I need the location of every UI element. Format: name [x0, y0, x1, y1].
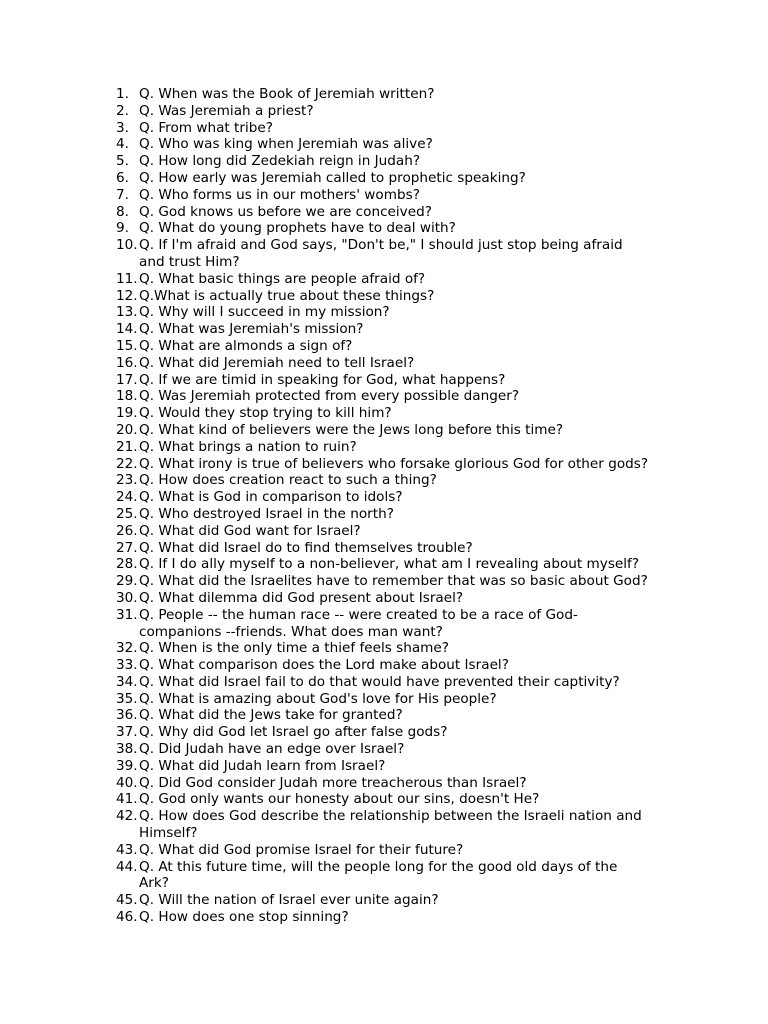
question-item [116, 456, 676, 473]
question-text [139, 707, 676, 724]
question-item [116, 556, 676, 573]
question-number: 45. [116, 892, 138, 909]
question-text-line: Q. Why did God let Israel go after false gods? [139, 724, 448, 741]
question-number: 29. [116, 573, 138, 590]
question-item [116, 674, 676, 691]
question-text-line: Q. If I do ally myself to a non-believer, what am I revealing about myself? [139, 556, 640, 573]
question-number: 34. [116, 673, 138, 690]
question-item [116, 338, 676, 355]
question-number: 31. [116, 606, 138, 623]
question-text [139, 674, 676, 691]
question-number: 17. [116, 371, 138, 388]
question-number: 22. [116, 455, 138, 472]
question-text [139, 103, 676, 120]
question-item [116, 892, 676, 909]
question-number: 9. [116, 220, 129, 237]
question-item [116, 523, 676, 540]
question-item [116, 506, 676, 523]
question-text [139, 741, 676, 758]
question-text-line: Q. God knows us before we are conceived? [139, 203, 432, 220]
question-item [116, 439, 676, 456]
question-text [139, 691, 676, 708]
question-item [116, 271, 676, 288]
question-item [116, 153, 676, 170]
question-number: 24. [116, 489, 138, 506]
question-text [139, 724, 676, 741]
question-text-line: Q. What irony is true of believers who forsake glorious God for other gods? [139, 455, 649, 472]
question-text [139, 288, 676, 305]
question-item [116, 657, 676, 674]
question-number: 37. [116, 724, 138, 741]
question-number: 7. [116, 186, 129, 203]
question-text-line: Q. What did Judah learn from Israel? [139, 757, 386, 774]
question-number: 20. [116, 421, 138, 438]
question-text [139, 422, 676, 439]
question-text [139, 136, 676, 153]
question-text-line: Q. How does one stop sinning? [139, 909, 349, 926]
question-number: 5. [116, 153, 129, 170]
question-number: 28. [116, 556, 138, 573]
question-number: 35. [116, 690, 138, 707]
question-text [139, 372, 676, 389]
question-number: 41. [116, 791, 138, 808]
question-item [116, 187, 676, 204]
question-text-line: Q. If we are timid in speaking for God, what happens? [139, 371, 506, 388]
question-text [139, 170, 676, 187]
question-item [116, 758, 676, 775]
question-text [139, 607, 676, 641]
question-text-line: Q. What brings a nation to ruin? [139, 438, 357, 455]
question-text-line: Q. When is the only time a thief feels shame? [139, 640, 450, 657]
question-text-line: Q. What kind of believers were the Jews long before this time? [139, 421, 564, 438]
question-number: 16. [116, 354, 138, 371]
question-item [116, 103, 676, 120]
question-item [116, 791, 676, 808]
question-text [139, 640, 676, 657]
question-text [139, 523, 676, 540]
question-number: 8. [116, 203, 129, 220]
question-text [139, 204, 676, 221]
question-text-line: Q. Was Jeremiah a priest? [139, 102, 314, 119]
question-text [139, 456, 676, 473]
question-number: 12. [116, 287, 138, 304]
question-item [116, 170, 676, 187]
question-text-line: Q. Did God consider Judah more treacherous than Israel? [139, 774, 527, 791]
question-text-line: Q. Was Jeremiah protected from every possible danger? [139, 388, 520, 405]
question-text-line: Q. Why will I succeed in my mission? [139, 304, 390, 321]
question-item [116, 859, 676, 893]
question-item [116, 540, 676, 557]
question-item [116, 724, 676, 741]
question-text [139, 892, 676, 909]
question-text-line: Q. Who was king when Jeremiah was alive? [139, 136, 433, 153]
question-text [139, 187, 676, 204]
question-number: 25. [116, 505, 138, 522]
question-item [116, 808, 676, 842]
question-text-line: Q. How long did Zedekiah reign in Judah? [139, 153, 421, 170]
question-item [116, 590, 676, 607]
question-number: 42. [116, 808, 138, 825]
question-text [139, 355, 676, 372]
question-number: 39. [116, 757, 138, 774]
question-text-line: Q.What is actually true about these things? [139, 287, 435, 304]
question-text [139, 472, 676, 489]
question-text [139, 153, 676, 170]
question-number: 11. [116, 270, 138, 287]
question-text [139, 388, 676, 405]
question-text [139, 489, 676, 506]
question-text-line: Q. What comparison does the Lord make about Israel? [139, 657, 509, 674]
question-text-continuation: Himself? [139, 825, 198, 842]
question-number: 30. [116, 589, 138, 606]
question-item [116, 86, 676, 103]
question-text-line: Q. From what tribe? [139, 119, 273, 136]
question-number: 46. [116, 909, 138, 926]
question-text-line: Q. What did Jeremiah need to tell Israel? [139, 354, 415, 371]
question-item [116, 136, 676, 153]
question-text [139, 304, 676, 321]
question-number: 6. [116, 169, 129, 186]
question-text [139, 271, 676, 288]
question-list [116, 86, 676, 926]
question-item [116, 909, 676, 926]
question-number: 4. [116, 136, 129, 153]
question-text [139, 758, 676, 775]
question-number: 38. [116, 741, 138, 758]
question-text [139, 120, 676, 137]
question-text-line: Q. How does God describe the relationship between the Israeli nation and [139, 808, 642, 825]
question-text [139, 540, 676, 557]
question-text-line: Q. Who destroyed Israel in the north? [139, 505, 394, 522]
question-item [116, 842, 676, 859]
question-text [139, 791, 676, 808]
question-text-line: Q. What did Israel fail to do that would have prevented their captivity? [139, 673, 620, 690]
question-item [116, 372, 676, 389]
question-text-line: Q. If I'm afraid and God says, "Don't be," I should just stop being afraid [139, 237, 623, 254]
question-text [139, 439, 676, 456]
question-text-line: Q. God only wants our honesty about our sins, doesn't He? [139, 791, 540, 808]
question-text-line: Q. What is amazing about God's love for His people? [139, 690, 497, 707]
question-number: 3. [116, 119, 129, 136]
question-number: 26. [116, 522, 138, 539]
question-text [139, 506, 676, 523]
question-text-line: Q. What are almonds a sign of? [139, 337, 353, 354]
question-number: 43. [116, 841, 138, 858]
question-item [116, 573, 676, 590]
question-text-continuation: companions --friends. What does man want? [139, 623, 443, 640]
question-text [139, 573, 676, 590]
question-item [116, 288, 676, 305]
question-text-line: Q. People -- the human race -- were created to be a race of God- [139, 606, 578, 623]
question-item [116, 321, 676, 338]
question-text [139, 237, 676, 271]
question-text-line: Q. What do young prophets have to deal with? [139, 220, 456, 237]
question-number: 10. [116, 237, 138, 254]
question-text [139, 842, 676, 859]
question-number: 14. [116, 321, 138, 338]
question-number: 36. [116, 707, 138, 724]
question-text-line: Q. Will the nation of Israel ever unite again? [139, 892, 439, 909]
question-text [139, 556, 676, 573]
question-text-line: Q. What dilemma did God present about Israel? [139, 589, 464, 606]
question-number: 19. [116, 405, 138, 422]
question-number: 15. [116, 337, 138, 354]
question-item [116, 405, 676, 422]
question-text-line: Q. How early was Jeremiah called to prophetic speaking? [139, 169, 526, 186]
question-text-line: Q. What did the Israelites have to remember that was so basic about God? [139, 573, 648, 590]
question-text-continuation: Ark? [139, 875, 169, 892]
question-number: 18. [116, 388, 138, 405]
question-text [139, 590, 676, 607]
question-item [116, 237, 676, 271]
question-text-line: Q. Did Judah have an edge over Israel? [139, 741, 405, 758]
question-text-line: Q. What did Israel do to find themselves trouble? [139, 539, 473, 556]
question-text-line: Q. What did the Jews take for granted? [139, 707, 403, 724]
question-number: 40. [116, 774, 138, 791]
question-item [116, 388, 676, 405]
question-text-line: Q. When was the Book of Jeremiah written? [139, 86, 435, 102]
question-item [116, 707, 676, 724]
question-text-line: Q. What did God want for Israel? [139, 522, 361, 539]
question-item [116, 607, 676, 641]
question-text-line: Q. At this future time, will the people long for the good old days of the [139, 858, 618, 875]
question-item [116, 220, 676, 237]
question-text [139, 808, 676, 842]
question-number: 23. [116, 472, 138, 489]
question-item [116, 741, 676, 758]
question-text-line: Q. How does creation react to such a thing? [139, 472, 437, 489]
question-number: 33. [116, 657, 138, 674]
question-item [116, 640, 676, 657]
question-item [116, 489, 676, 506]
question-text-line: Q. What was Jeremiah's mission? [139, 321, 364, 338]
question-text [139, 775, 676, 792]
question-text [139, 405, 676, 422]
question-text-line: Q. What basic things are people afraid of? [139, 270, 426, 287]
question-number: 13. [116, 304, 138, 321]
question-item [116, 422, 676, 439]
question-text-line: Q. What is God in comparison to idols? [139, 489, 403, 506]
question-text [139, 859, 676, 893]
question-item [116, 691, 676, 708]
question-text [139, 321, 676, 338]
question-item [116, 355, 676, 372]
question-text-line: Q. Who forms us in our mothers' wombs? [139, 186, 420, 203]
question-text-line: Q. What did God promise Israel for their future? [139, 841, 464, 858]
question-number: 1. [116, 86, 129, 102]
question-item [116, 472, 676, 489]
question-text-line: Q. Would they stop trying to kill him? [139, 405, 392, 422]
question-number: 2. [116, 102, 129, 119]
question-text [139, 909, 676, 926]
question-number: 44. [116, 858, 138, 875]
question-number: 27. [116, 539, 138, 556]
question-number: 21. [116, 438, 138, 455]
question-item [116, 775, 676, 792]
question-item [116, 204, 676, 221]
question-text-continuation: and trust Him? [139, 253, 240, 270]
question-text [139, 86, 676, 103]
question-number: 32. [116, 640, 138, 657]
question-item [116, 304, 676, 321]
question-text [139, 657, 676, 674]
question-text [139, 338, 676, 355]
question-text [139, 220, 676, 237]
question-item [116, 120, 676, 137]
